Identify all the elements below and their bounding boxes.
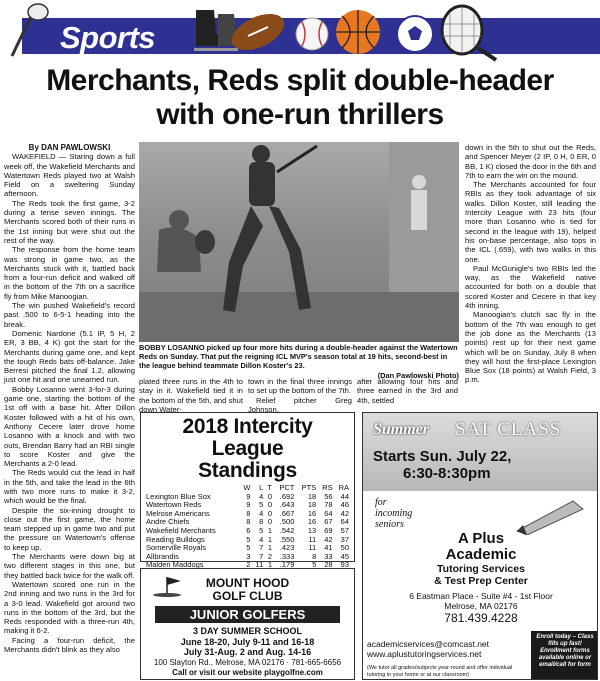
standings-column-header: PCT [279,483,295,492]
batter-illustration [139,142,459,342]
ad-sat-class-label: SAT CLASS [455,419,562,440]
standings-cell: 0 [267,517,273,527]
team-name: Lexington Blue Sox [146,491,211,501]
junior-golfers-banner: JUNIOR GOLFERS [155,606,340,623]
standings-column-header: RS [322,483,333,492]
standings-cell: .542 [279,525,295,535]
standings-cell: 69 [324,525,333,535]
standings-cell: 64 [324,508,333,518]
standings-cell: 11 [308,534,317,544]
golf-website[interactable]: Call or visit our website playgolfne.com [172,667,323,677]
byline: By DAN PAWLOWSKI [28,143,111,152]
standings-cell: 13 [307,525,317,535]
standings-cell: 3 [246,551,251,561]
tennis-racket-icon [442,6,496,60]
standings-cell: 16 [307,508,317,518]
standings-cell: 57 [340,525,349,535]
golf-flag-icon [147,575,187,597]
article-column-5 [465,143,596,409]
paragraph: The response from the home team was strong in game two, as the Merchants stuck with it, battled back from a four-run deficit and walked off in the bottom of the 7th on a sacrifice fly from Mike Manoogian. [4,245,135,301]
standings-cell: .423 [279,543,295,553]
headline-line-2: with one-run thrillers [156,98,444,131]
ad-start-date: Starts Sun. July 22, [373,448,512,465]
standings-cell: 8 [259,517,264,527]
paragraph: town in the final three innings to set up the bottom of the 7th. [248,377,352,396]
golf-address: 100 Slayton Rd., Melrose, MA 02176 · 781-665-6656 [153,657,342,667]
caption-text: BOBBY LOSANNO picked up four more hits during a double-header against the Watertown Reds on Sunday. That put the reigning ICL MVP's season total at 19 hits, second-best in the league behind teammate Dillon Koster's 23. [139,343,458,371]
standings-cell: 64 [340,517,349,527]
standings-cell: 16 [307,517,317,527]
standings-cell: .500 [279,517,295,527]
ad-email[interactable]: academicservices@comcast.net [367,639,490,649]
golf-club-ad [140,568,355,680]
paragraph: The Reds took the first game, 3-2 during a tense seven innings. The Merchants scored both of their runs in the 1st inning but were shut out the rest of the way. [4,198,135,245]
standings-cell: 5 [246,543,251,553]
paragraph: after allowing four hits and three earned in the 3rd and 4th, settled [357,377,458,405]
standings-cell: 8 [246,517,251,527]
standings-cell: 5 [259,500,264,510]
standings-column-header: W [243,483,251,492]
ad-name-line: A Plus [457,530,505,547]
standings-cell: 9 [246,491,251,501]
standings-title [145,416,350,482]
standings-cell: 5 [312,560,317,570]
standings-column-header: RA [338,483,349,492]
standings-cell: 2 [246,560,251,570]
standings-cell: 50 [340,543,349,553]
standings-cell: 8 [312,551,317,561]
ad-business-name [363,531,598,587]
standings-cell: 2 [267,551,273,561]
standings-cell: 8 [246,508,251,518]
standings-column-header: PTS [301,483,317,492]
standings-cell: 1 [267,543,273,553]
paragraph: Relief pitcher Greg Johnson, [248,395,352,414]
article-column-2 [139,377,243,414]
paragraph: The Reds would cut the lead in half in the 5th, and take the lead in the 6th with two more runs to make it 3-2, which would be the final. [4,468,135,506]
standings-cell: 0 [267,508,273,518]
standings-cell: 7 [259,543,264,553]
ad-name-line: Academic [445,546,517,563]
ad-address-line: 6 Eastman Place - Suite #4 - 1st Floor [409,591,553,601]
standings-cell: 7 [259,551,264,561]
standings-table [145,484,350,570]
standings-cell: 18 [307,491,317,501]
standings-cell: 45 [340,551,349,561]
standings-cell: .333 [279,551,295,561]
ad-audience-line: incoming [375,508,413,519]
ad-website[interactable]: www.aplustutoringservices.net [367,649,482,659]
team-name: Watertown Reds [146,500,202,510]
soccer-ball-icon [397,16,433,52]
standings-title-line-1: 2018 Intercity League [182,415,313,460]
standings-cell: 44 [340,491,349,501]
paragraph: Facing a four-run deficit, the Merchants didn't blink as they also [4,635,135,655]
standings-cell: 42 [324,534,333,544]
standings-cell: 18 [307,500,317,510]
headline-line-1: Merchants, Reds split double-header [46,64,554,97]
paragraph: Watertown scored one run in the 2nd inning and two runs in the 3rd for a 3-0 lead. Wakefield got around two runs in the bottom of the 3rd, but the Reds responded with a three-run 4th, making it 6-2. [4,579,135,636]
pencil-icon [513,495,597,535]
standings-cell: 1 [267,534,273,544]
team-name: Reading Bulldogs [146,534,205,544]
standings-column-header: L [259,483,264,492]
paragraph: down in the 5th to shut out the Reds, and Spencer Meyer (2 IP, 0 H, 0 ER, 0 BB, 1 K) closed the door in the 6th and 7th to earn the win on the mound. [465,143,596,180]
ad-audience [375,497,412,530]
ad-name-line: & Test Prep Center [434,575,528,587]
golf-name-line-2: GOLF CLUB [212,589,283,603]
ad-audience-line: seniors [375,519,404,530]
standings-cell: 5 [246,534,251,544]
standings-cell: 67 [324,517,333,527]
paragraph: The Merchants were down big at two different stages in this one, but they battled back twice for the walk off. [4,552,135,580]
standings-cell: 11 [308,543,317,553]
basketball-icon [336,10,380,54]
standings-cell: .643 [279,500,295,510]
photo-caption [139,343,459,380]
paragraph: Manoogian's clutch sac fly in the bottom of the 7th was enough to get the job done as the Merchants (13 points) rest up for their next game which will be on Sunday, July 8 when they will host the first-place Lexington Blue Sox (18 points) at Walsh Field, 3 p.m. [465,310,596,385]
team-name: Melrose Americans [146,508,210,518]
paragraph: Domenic Nardone (5.1 IP, 5 H, 2 ER, 3 BB, 4 K) got the start for the Merchants during game one, and kept the tough Reds bats off-balance. Jake Berresi pitched the final 1.2, allowing just one hit and one unearned run. [4,328,135,385]
lacrosse-stick-icon [12,4,48,56]
standings-cell: 6 [246,525,251,535]
team-name: Andre Chiefs [146,517,190,527]
paragraph: Bobby Losanno went 3-for-3 during game one, starting the bottom of the 1st off with a base hit. After Dillon Koster followed with a hit of his own, Anthony Cecere later drove home Losanno with a knock and with two outs, Brendan Barry had an RBI single to score Koster and give the Merchants a 2-0 lead. [4,384,135,469]
standings-cell: .179 [279,560,295,570]
standings-cell: 56 [324,491,333,501]
article-headline [0,64,600,132]
photo-credit: (Dan Pawlowski Photo) [377,370,459,380]
standings-box [140,412,355,570]
standings-cell: .550 [279,534,295,544]
standings-cell: 78 [324,500,333,510]
ad-address-line: Melrose, MA 02176 [444,601,518,611]
paragraph: Paul McGunigle's two RBIs led the way, as the Wakefield native accounted for both on a double that scored Koster and Cecere in that key 4th inning. [465,263,596,311]
standings-cell: .667 [279,508,295,518]
paragraph: The Merchants accounted for four RBIs as they took advantage of six walks. Dillon Koster, still leading the Intercity League with 23 hits (four more than Losanno who is tied for second in the league with 19), helped his on-base percentage, also tops in the ICL (.659), with two walks in this one. [465,180,596,264]
section-title: Sports [60,20,156,55]
team-name: Allbrandis [146,551,179,561]
standings-cell: 4 [259,508,264,518]
standings-cell: 28 [324,560,333,570]
article-column-4 [357,377,458,405]
standings-cell: 4 [259,534,264,544]
summer-school-line: 3 DAY SUMMER SCHOOL [192,626,303,636]
standings-column-header: T [267,483,273,492]
ad-enroll-badge: Enroll today – Class fills up fast! Enrollment forms available online or email/call for form [531,631,598,680]
standings-cell: 37 [340,534,349,544]
ad-audience-line: for [375,497,387,508]
standings-body [145,493,350,570]
standings-cell: 93 [340,560,349,570]
dates-line-1: June 18-20, July 9-11 and 16-18 [180,636,315,647]
standings-cell: .692 [279,491,295,501]
standings-cell: 33 [324,551,333,561]
standings-title-line-2: Standings [198,459,297,482]
ad-address [363,591,598,625]
standings-cell: 5 [259,525,264,535]
standings-cell: 46 [340,500,349,510]
ad-contact [367,639,489,659]
standings-cell: 42 [340,508,349,518]
team-name: Somerville Royals [146,543,207,553]
baseball-icon [296,18,328,50]
standings-cell: 9 [246,500,251,510]
standings-cell: 41 [324,543,333,553]
standings-cell: 1 [267,560,273,570]
standings-cell: 0 [267,491,273,501]
paragraph: WAKEFIELD — Staring down a full week off, the Wakefield Merchants and Watertown Reds played two at Walsh Field on a sweltering Sunday afternoon. [4,152,135,199]
ad-phone: 781.439.4228 [444,611,518,625]
article-column-1 [4,143,135,681]
ad-footnote: (We tutor all grades/subjects year-round and offer individual tutoring in your home or at our classroom) [367,665,513,678]
sports-banner [0,0,600,62]
standings-cell: 0 [267,500,273,510]
ad-name-line: Tutoring Services [437,563,525,575]
team-name: Wakefield Merchants [146,525,216,535]
tutoring-ad [362,412,598,680]
article-column-3 [248,377,352,414]
paragraph: The win pushed Wakefield's record past .500 to 6-5-1 heading into the break. [4,301,135,329]
standings-cell: 4 [259,491,264,501]
golf-name-line-1: MOUNT HOOD [205,576,290,590]
baseball-photo [139,142,459,342]
dates-line-2: July 31-Aug. 2 and Aug. 14-16 [183,647,312,657]
team-name: Malden Maddogs [146,560,204,570]
ad-time: 6:30-8:30pm [403,465,491,482]
standings-cell: 1 [267,525,273,535]
paragraph: plated three runs in the 4th to stay in it. Wakefield tied it in the bottom of the 5th, and shut down Water- [139,377,243,414]
paragraph: Despite the six-inning drought to close out the first game, the home team stepped up in game two and put the pressure on Watertown's offense to keep up. [4,505,135,552]
standings-cell: 11 [255,560,264,570]
ad-summer-label: Summer [373,421,430,438]
